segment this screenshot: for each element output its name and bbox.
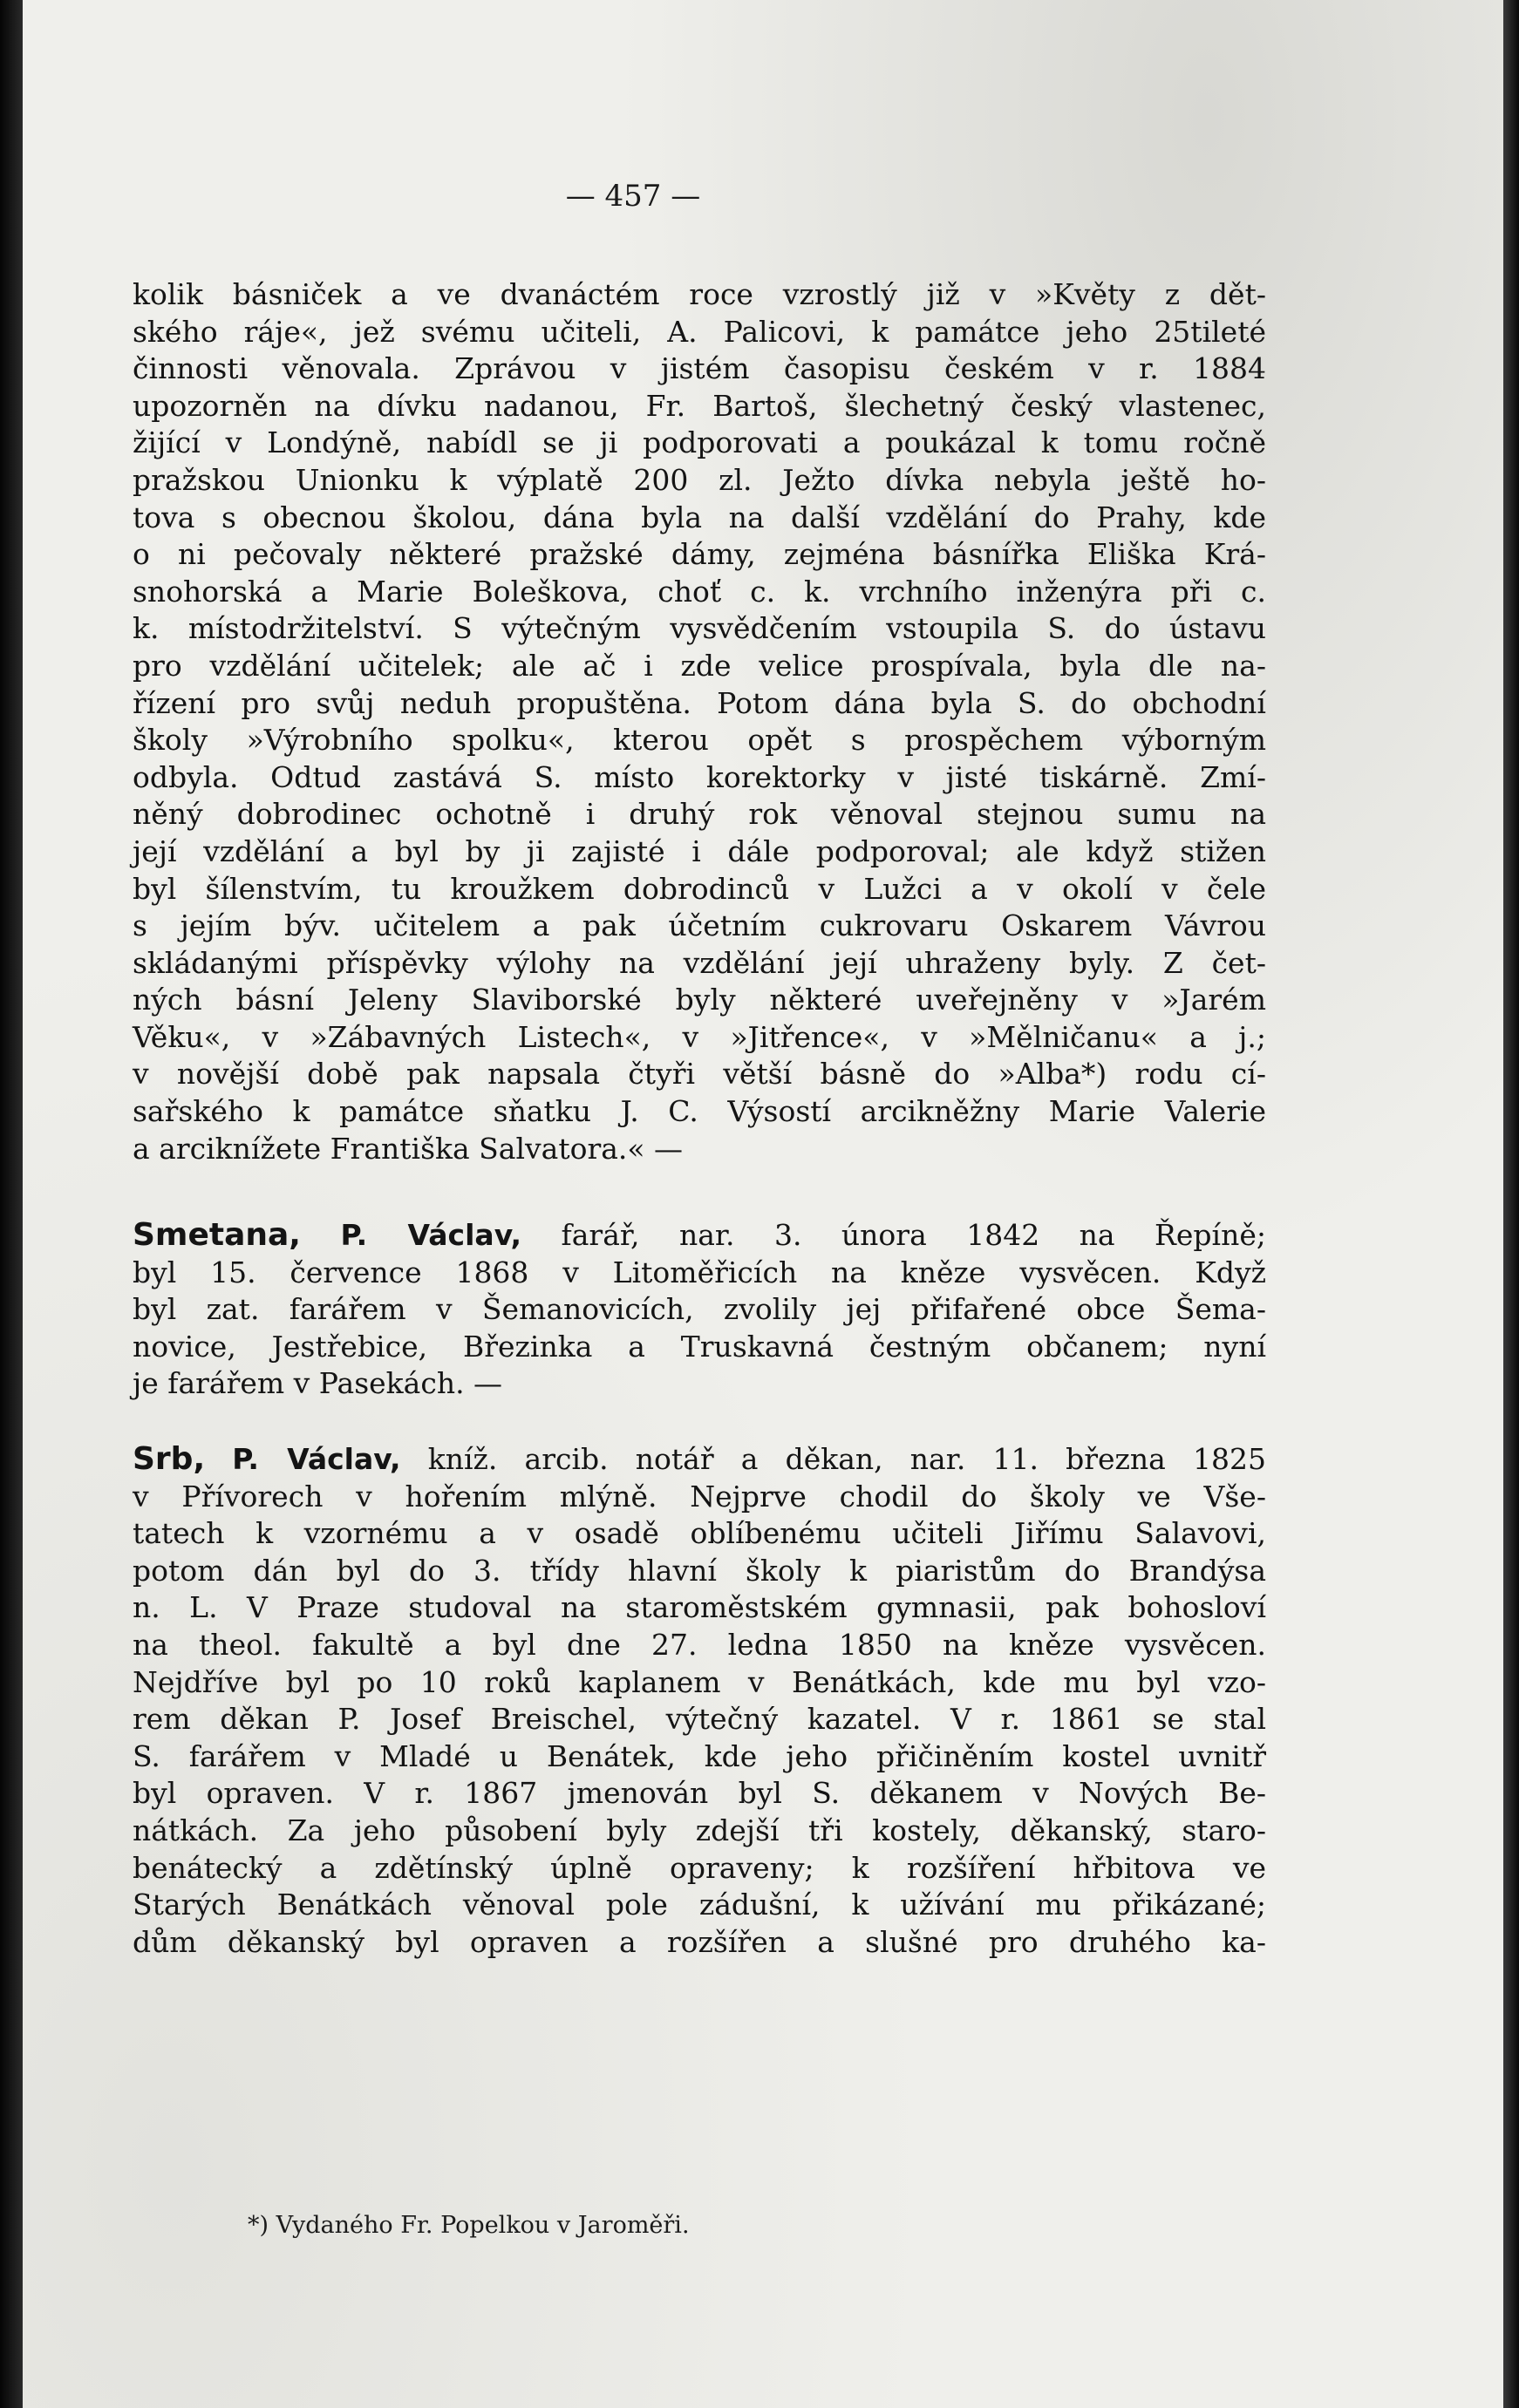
paragraph-line: sařského k památce sňatku J. C. Výsostí arcikněžny Marie Valerie xyxy=(133,1094,1266,1129)
paragraph-line: tova s obecnou školou, dána byla na další vzdělání do Prahy, kde xyxy=(133,500,1266,534)
page-number: — 457 — xyxy=(565,179,701,214)
entry-first-line xyxy=(133,1217,1266,1255)
paragraph-line: ského ráje«, jež svému učiteli, A. Palicovi, k památce jeho 25tileté xyxy=(133,314,1266,349)
paragraph-line: upozorněn na dívku nadanou, Fr. Bartoš, šlechetný český vlastenec, xyxy=(133,388,1266,423)
scan-edge-left xyxy=(0,0,23,2408)
paragraph-line: k. místodržitelství. S výtečným vysvědčením vstoupila S. do ústavu xyxy=(133,611,1266,646)
paragraph-line: pražskou Unionku k výplatě 200 zl. Ježto dívka nebyla ještě ho- xyxy=(133,462,1266,497)
entry-line: tatech k vzornému a v osadě oblíbenému učiteli Jiřímu Salavovi, xyxy=(133,1516,1266,1551)
paragraph-line: Věku«, v »Zábavných Listech«, v »Jitřence«, v »Mělničanu« a j.; xyxy=(133,1019,1266,1054)
paragraph-line: s jejím býv. učitelem a pak účetním cukrovaru Oskarem Vávrou xyxy=(133,908,1266,943)
paragraph-line: o ni pečovaly některé pražské dámy, zejména básnířka Eliška Krá- xyxy=(133,537,1266,572)
entry-line: je farářem v Pasekách. — xyxy=(133,1366,503,1401)
entry-surname: Smetana, xyxy=(133,1217,301,1253)
entry-given-name: P. Václav, xyxy=(232,1442,401,1476)
entry-line: nátkách. Za jeho působení byly zdejší tři kostely, děkanský, staro- xyxy=(133,1813,1266,1847)
entry-line: v Přívorech v hořením mlýně. Nejprve chodil do školy ve Vše- xyxy=(133,1479,1266,1514)
paragraph-line: a arciknížete Františka Salvatora.« — xyxy=(133,1131,684,1166)
footnote: *) Vydaného Fr. Popelkou v Jaroměři. xyxy=(248,2212,690,2239)
entry-line: byl opraven. V r. 1867 jmenován byl S. děkanem v Nových Be- xyxy=(133,1776,1266,1811)
entry-line-text: kníž. arcib. notář a děkan, nar. 11. března 1825 xyxy=(427,1442,1266,1476)
entry-first-line xyxy=(133,1441,1266,1479)
scan-edge-right xyxy=(1503,0,1519,2408)
paragraph-line: byl šílenstvím, tu kroužkem dobrodinců v Lužci a v okolí v čele xyxy=(133,871,1266,906)
paragraph-line: něný dobrodinec ochotně i druhý rok věnoval stejnou sumu na xyxy=(133,797,1266,832)
entry-line: na theol. fakultě a byl dne 27. ledna 1850 na kněze vysvěcen. xyxy=(133,1627,1266,1662)
entry-line: n. L. V Praze studoval na staroměstském gymnasii, pak bohosloví xyxy=(133,1590,1266,1625)
entry-line: rem děkan P. Josef Breischel, výtečný kazatel. V r. 1861 se stal xyxy=(133,1702,1266,1737)
paragraph-line: kolik básniček a ve dvanáctém roce vzrostlý již v »Květy z dět- xyxy=(133,277,1266,311)
entry-line: potom dán byl do 3. třídy hlavní školy k piaristům do Brandýsa xyxy=(133,1553,1266,1588)
entry-surname: Srb, xyxy=(133,1441,206,1477)
entry-smetana xyxy=(133,1217,1266,1403)
entry-given-name: P. Václav, xyxy=(340,1218,522,1252)
paragraph-line: pro vzdělání učitelek; ale ač i zde velice prospívala, byla dle na- xyxy=(133,648,1266,683)
paragraph-line: činnosti věnovala. Zprávou v jistém časopisu českém v r. 1884 xyxy=(133,351,1266,386)
paragraph-line: žijící v Londýně, nabídl se ji podporovati a poukázal k tomu ročně xyxy=(133,425,1266,460)
entry-line: S. farářem v Mladé u Benátek, kde jeho přičiněním kostel uvnitř xyxy=(133,1738,1266,1773)
entry-line: novice, Jestřebice, Březinka a Truskavná čestným občanem; nyní xyxy=(133,1329,1266,1364)
book-page xyxy=(23,0,1503,2408)
entry-line: byl zat. farářem v Šemanovicích, zvolily jej přifařené obce Šema- xyxy=(133,1292,1266,1327)
paragraph-line: odbyla. Odtud zastává S. místo korektorky v jisté tiskárně. Zmí- xyxy=(133,759,1266,794)
paragraph-line: v novější době pak napsala čtyři větší básně do »Alba*) rodu cí- xyxy=(133,1057,1266,1092)
paragraph-slavyborska-continuation xyxy=(133,276,1266,1167)
entry-srb xyxy=(133,1441,1266,1961)
paragraph-line: snohorská a Marie Boleškova, choť c. k. vrchního inženýra při c. xyxy=(133,574,1266,609)
entry-line-text: farář, nar. 3. února 1842 na Řepíně; xyxy=(561,1218,1266,1252)
paragraph-line: ných básní Jeleny Slaviborské byly některé uveřejněny v »Jarém xyxy=(133,983,1266,1017)
paragraph-line: školy »Výrobního spolku«, kterou opět s prospěchem výborným xyxy=(133,723,1266,758)
entry-line: benátecký a zdětínský úplně opraveny; k rozšíření hřbitova ve xyxy=(133,1850,1266,1885)
entry-line: dům děkanský byl opraven a rozšířen a slušné pro druhého ka- xyxy=(133,1924,1266,1959)
paragraph-line: řízení pro svůj neduh propuštěna. Potom dána byla S. do obchodní xyxy=(133,685,1266,720)
entry-line: Nejdříve byl po 10 roků kaplanem v Benátkách, kde mu byl vzo- xyxy=(133,1664,1266,1699)
paragraph-line: její vzdělání a byl by ji zajisté i dále podporoval; ale když stižen xyxy=(133,833,1266,868)
entry-line: Starých Benátkách věnoval pole zádušní, k užívání mu přikázané; xyxy=(133,1888,1266,1922)
entry-line: byl 15. července 1868 v Litoměřicích na kněze vysvěcen. Když xyxy=(133,1255,1266,1289)
paragraph-line: skládanými příspěvky výlohy na vzdělání její uhraženy byly. Z čet- xyxy=(133,945,1266,980)
